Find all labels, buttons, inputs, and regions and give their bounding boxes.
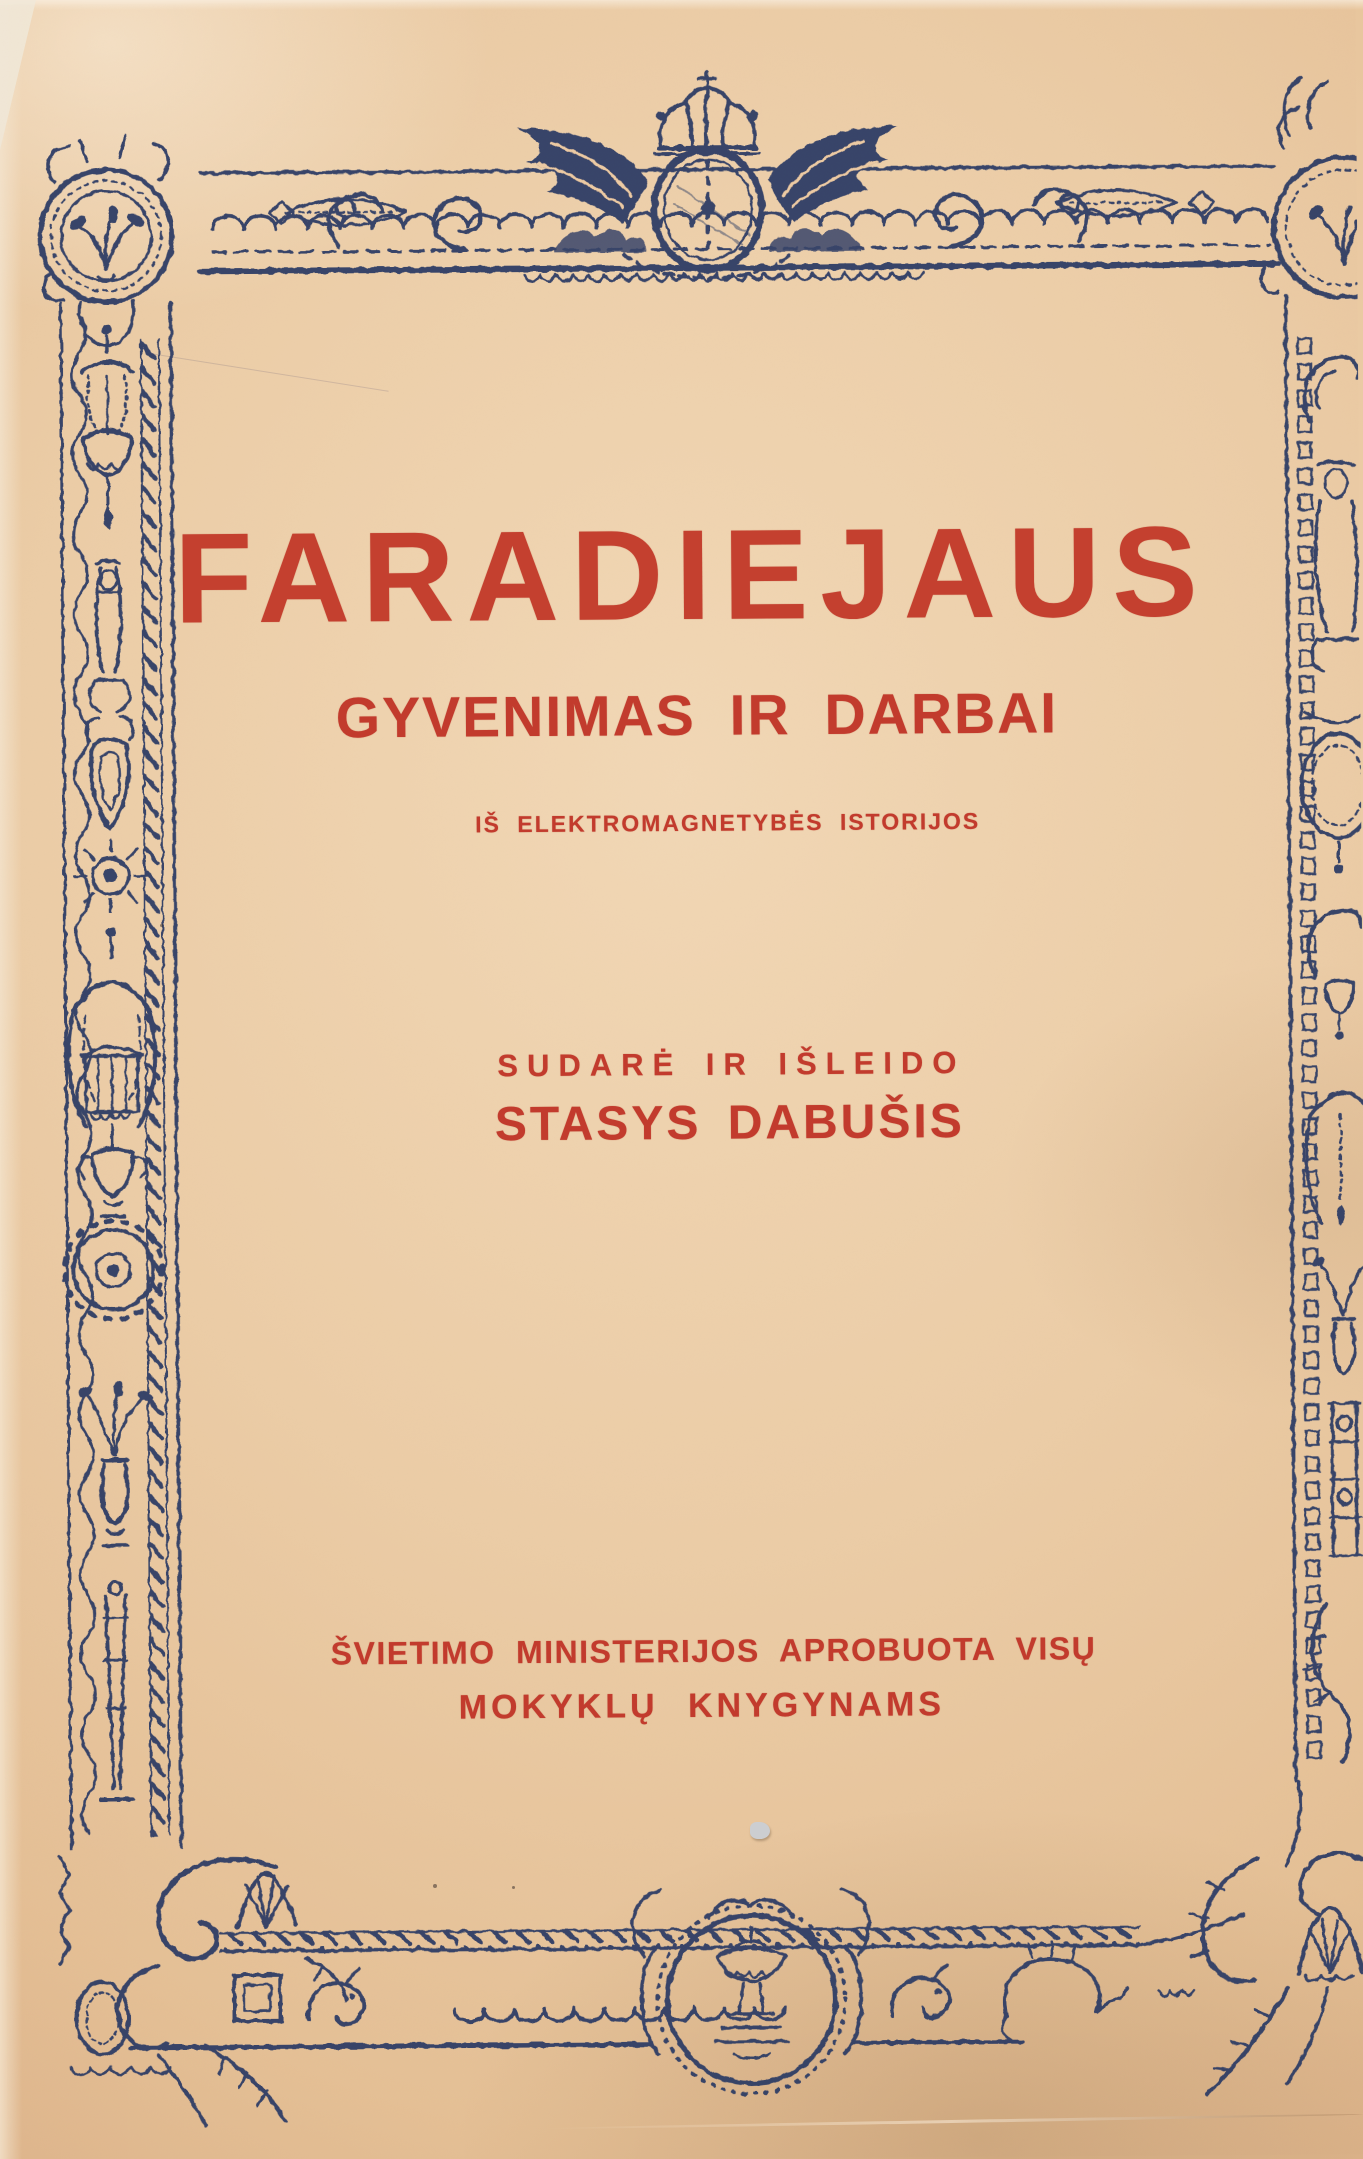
byline-intro: SUDARĖ IR IŠLEIDO: [497, 1045, 966, 1084]
paper-chip-flaw: [750, 1822, 770, 1839]
paper-speck: [433, 1884, 437, 1888]
paper-speck: [160, 924, 163, 927]
approval-line-1: ŠVIETIMO MINISTERIJOS APROBUOTA VISŲ: [330, 1630, 1097, 1672]
series-note: IŠ ELEKTROMAGNETYBĖS ISTORIJOS: [475, 807, 981, 838]
book-title: FARADIEJAUS: [173, 500, 1211, 651]
approval-line-2: MOKYKLŲ KNYGYNAMS: [458, 1685, 946, 1727]
paper-speck: [512, 1886, 515, 1889]
byline-editor-name: STASYS DABUŠIS: [494, 1095, 965, 1152]
book-subtitle: GYVENIMAS IR DARBAI: [335, 681, 1059, 751]
